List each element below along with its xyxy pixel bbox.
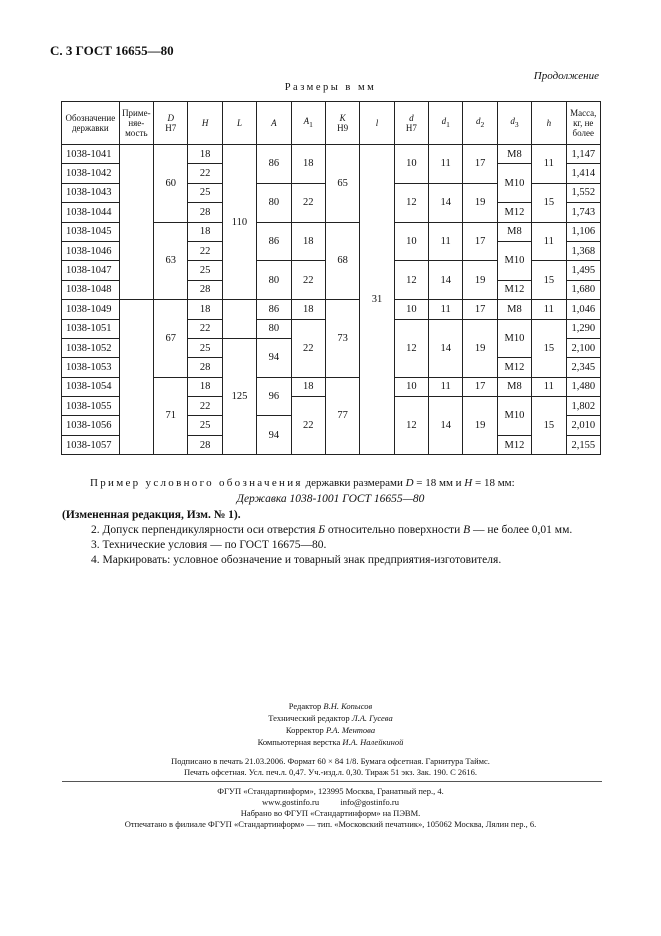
- cell-a1: 18: [291, 300, 325, 319]
- example-line: Пример условного обозначения державки размерами D = 18 мм и H = 18 мм:: [90, 477, 515, 489]
- cell-d3: M8: [497, 145, 531, 164]
- cell-a: 86: [257, 222, 291, 261]
- cell-designation: 1038-1042: [62, 164, 120, 183]
- imprint-line-4: www.gostinfo.ru info@gostinfo.ru: [262, 797, 399, 807]
- cell-mass: 2,010: [566, 416, 600, 435]
- imprint-line-3: ФГУП «Стандартинформ», 123995 Москва, Гранатный пер., 4.: [217, 786, 444, 796]
- imprint-editor: Редактор В.Н. Копысов: [288, 701, 373, 711]
- cell-mass: 1,552: [566, 183, 600, 202]
- cell-h: 22: [188, 164, 222, 183]
- cell-designation: 1038-1053: [62, 358, 120, 377]
- imprint-layout: Компьютерная верстка И.А. Налейкиной: [257, 737, 404, 747]
- cell-mass: 1,743: [566, 203, 600, 222]
- cell-l: [222, 300, 256, 339]
- cell-h-small: 11: [532, 377, 566, 396]
- cell-mass: 2,155: [566, 435, 600, 454]
- cell-h: 22: [188, 319, 222, 338]
- cell-d1: 11: [429, 377, 463, 396]
- imprint-line-5: Набрано во ФГУП «Стандартинформ» на ПЭВМ.: [240, 808, 421, 818]
- cell-d-hole: 10: [394, 300, 428, 319]
- amendment-note: (Измененная редакция, Изм. № 1).: [62, 509, 241, 521]
- cell-d-hole: 12: [394, 261, 428, 300]
- col-a: A: [257, 102, 291, 145]
- cell-d2: 19: [463, 319, 497, 377]
- cell-mass: 1,414: [566, 164, 600, 183]
- cell-d2: 17: [463, 222, 497, 261]
- cell-h: 18: [188, 222, 222, 241]
- cell-designation: 1038-1049: [62, 300, 120, 319]
- cell-h: 18: [188, 377, 222, 396]
- cell-h: 25: [188, 416, 222, 435]
- note-4: 4. Маркировать: условное обозначение и товарный знак предприятия-изготовителя.: [91, 554, 502, 566]
- cell-h: 28: [188, 203, 222, 222]
- cell-d3: M12: [497, 203, 531, 222]
- cell-designation: 1038-1054: [62, 377, 120, 396]
- cell-h-small: 11: [532, 222, 566, 261]
- continuation-label: Продолжение: [533, 70, 599, 82]
- cell-h: 18: [188, 300, 222, 319]
- cell-d2: 19: [463, 183, 497, 222]
- cell-l: 110: [222, 145, 256, 300]
- sizes-caption: Размеры в мм: [284, 82, 377, 93]
- col-mass: Масса, кг, не более: [566, 102, 600, 145]
- col-d2: $d_2$: [463, 102, 497, 145]
- table-header-row: [62, 102, 601, 145]
- cell-mass: 1,495: [566, 261, 600, 280]
- cell-d-hole: 10: [394, 222, 428, 261]
- cell-h: 28: [188, 435, 222, 454]
- cell-a: 86: [257, 145, 291, 184]
- cell-mass: 2,345: [566, 358, 600, 377]
- col-d-hole: d H7: [394, 102, 428, 145]
- cell-d1: 14: [429, 319, 463, 377]
- cell-d-hole: 12: [394, 183, 428, 222]
- col-d: D H7: [154, 102, 188, 145]
- cell-d: 60: [154, 145, 188, 223]
- cell-a1: 22: [291, 261, 325, 300]
- cell-a: 80: [257, 319, 291, 338]
- imprint-tech-editor: Технический редактор Л.А. Гусева: [268, 713, 393, 723]
- cell-d-hole: 12: [394, 397, 428, 455]
- cell-designation: 1038-1046: [62, 241, 120, 260]
- cell-mass: 1,480: [566, 377, 600, 396]
- divider: [62, 781, 602, 782]
- cell-d2: 19: [463, 397, 497, 455]
- col-d3: $d_3$: [497, 102, 531, 145]
- table-row: [62, 145, 601, 164]
- cell-designation: 1038-1047: [62, 261, 120, 280]
- cell-a1: 18: [291, 222, 325, 261]
- page-header: С. 3 ГОСТ 16655—80: [50, 43, 174, 58]
- cell-mass: 1,106: [566, 222, 600, 241]
- cell-designation: 1038-1051: [62, 319, 120, 338]
- designation-example: Державка 1038-1001 ГОСТ 16655—80: [236, 493, 425, 505]
- imprint-corrector: Корректор Р.А. Ментова: [285, 725, 376, 735]
- col-l-length: L: [222, 102, 256, 145]
- cell-d1: 11: [429, 145, 463, 184]
- cell-mass: 1,680: [566, 280, 600, 299]
- cell-h: 25: [188, 261, 222, 280]
- cell-d-hole: 10: [394, 145, 428, 184]
- cell-a: 86: [257, 300, 291, 319]
- col-k: K H9: [325, 102, 359, 145]
- cell-designation: 1038-1052: [62, 338, 120, 357]
- cell-d3: M8: [497, 377, 531, 396]
- cell-d-hole: 10: [394, 377, 428, 396]
- cell-a: 96: [257, 377, 291, 416]
- cell-d1: 14: [429, 261, 463, 300]
- cell-h: 22: [188, 241, 222, 260]
- col-a1: $A_1$: [291, 102, 325, 145]
- table-row: [62, 300, 601, 319]
- cell-h-small: 15: [532, 261, 566, 300]
- cell-d2: 17: [463, 377, 497, 396]
- cell-h: 28: [188, 280, 222, 299]
- cell-a: 94: [257, 338, 291, 377]
- cell-designation: 1038-1045: [62, 222, 120, 241]
- cell-mass: 1,368: [566, 241, 600, 260]
- cell-d: 71: [154, 377, 188, 455]
- cell-a1: 22: [291, 183, 325, 222]
- imprint-line-2: Печать офсетная. Усл. печ.л. 0,47. Уч.-изд.л. 0,30. Тираж 51 экз. Зак. 190. С 2616.: [183, 767, 478, 777]
- cell-d3: M10: [497, 241, 531, 280]
- cell-d-hole: 12: [394, 319, 428, 377]
- imprint-line-6: Отпечатано в филиале ФГУП «Стандартинформ» — тип. «Московский печатник», 105062 Москва, Лялин пер., 6.: [124, 819, 537, 829]
- cell-h-small: 15: [532, 183, 566, 222]
- col-d1: $d_1$: [429, 102, 463, 145]
- imprint-line-1: Подписано в печать 21.03.2006. Формат 60 × 84 1/8. Бумага офсетная. Гарнитура Таймс.: [171, 756, 490, 766]
- cell-l-small: 31: [360, 145, 394, 455]
- cell-a1: 22: [291, 319, 325, 377]
- cell-h-small: 11: [532, 300, 566, 319]
- cell-h: 28: [188, 358, 222, 377]
- cell-h-small: 15: [532, 397, 566, 455]
- cell-d2: 17: [463, 145, 497, 184]
- cell-a1: 18: [291, 377, 325, 396]
- notes-block: [62, 508, 602, 568]
- cell-mass: 1,046: [566, 300, 600, 319]
- cell-a: 80: [257, 183, 291, 222]
- cell-applicability: [119, 145, 153, 300]
- cell-d3: M8: [497, 300, 531, 319]
- cell-a: 94: [257, 416, 291, 455]
- cell-d: 63: [154, 222, 188, 300]
- cell-designation: 1038-1048: [62, 280, 120, 299]
- note-3: 3. Технические условия — по ГОСТ 16675—80.: [91, 539, 327, 551]
- cell-k: 77: [325, 377, 359, 455]
- dimensions-table: [61, 101, 601, 455]
- cell-designation: 1038-1043: [62, 183, 120, 202]
- cell-d: 67: [154, 300, 188, 378]
- cell-h-small: 11: [532, 145, 566, 184]
- cell-h-small: 15: [532, 319, 566, 377]
- note-2: 2. Допуск перпендикулярности оси отверстия Б относительно поверхности В — не более 0,01 мм.: [91, 524, 573, 536]
- cell-designation: 1038-1057: [62, 435, 120, 454]
- cell-d3: M10: [497, 164, 531, 203]
- cell-d3: M10: [497, 319, 531, 358]
- cell-h: 22: [188, 397, 222, 416]
- col-designation: Обозначение державки: [62, 102, 120, 145]
- cell-d1: 11: [429, 222, 463, 261]
- cell-mass: 2,100: [566, 338, 600, 357]
- cell-a: 80: [257, 261, 291, 300]
- cell-d2: 17: [463, 300, 497, 319]
- cell-k: 68: [325, 222, 359, 300]
- cell-l: 125: [222, 338, 256, 454]
- cell-d1: 14: [429, 397, 463, 455]
- cell-a1: 22: [291, 397, 325, 455]
- cell-k: 73: [325, 300, 359, 378]
- cell-d3: M12: [497, 358, 531, 377]
- cell-designation: 1038-1056: [62, 416, 120, 435]
- cell-designation: 1038-1055: [62, 397, 120, 416]
- cell-mass: 1,290: [566, 319, 600, 338]
- cell-applicability: [119, 300, 153, 455]
- cell-d1: 11: [429, 300, 463, 319]
- cell-h: 18: [188, 145, 222, 164]
- col-applicability: Приме- няе- мость: [119, 102, 153, 145]
- cell-d3: M12: [497, 280, 531, 299]
- cell-a1: 18: [291, 145, 325, 184]
- col-h-small: h: [532, 102, 566, 145]
- cell-d1: 14: [429, 183, 463, 222]
- cell-k: 65: [325, 145, 359, 223]
- cell-mass: 1,147: [566, 145, 600, 164]
- cell-d3: M10: [497, 397, 531, 436]
- cell-d3: M12: [497, 435, 531, 454]
- cell-designation: 1038-1041: [62, 145, 120, 164]
- cell-h: 25: [188, 338, 222, 357]
- cell-d3: M8: [497, 222, 531, 241]
- col-l-small: l: [360, 102, 394, 145]
- cell-d2: 19: [463, 261, 497, 300]
- cell-designation: 1038-1044: [62, 203, 120, 222]
- cell-h: 25: [188, 183, 222, 202]
- cell-mass: 1,802: [566, 397, 600, 416]
- col-h-height: H: [188, 102, 222, 145]
